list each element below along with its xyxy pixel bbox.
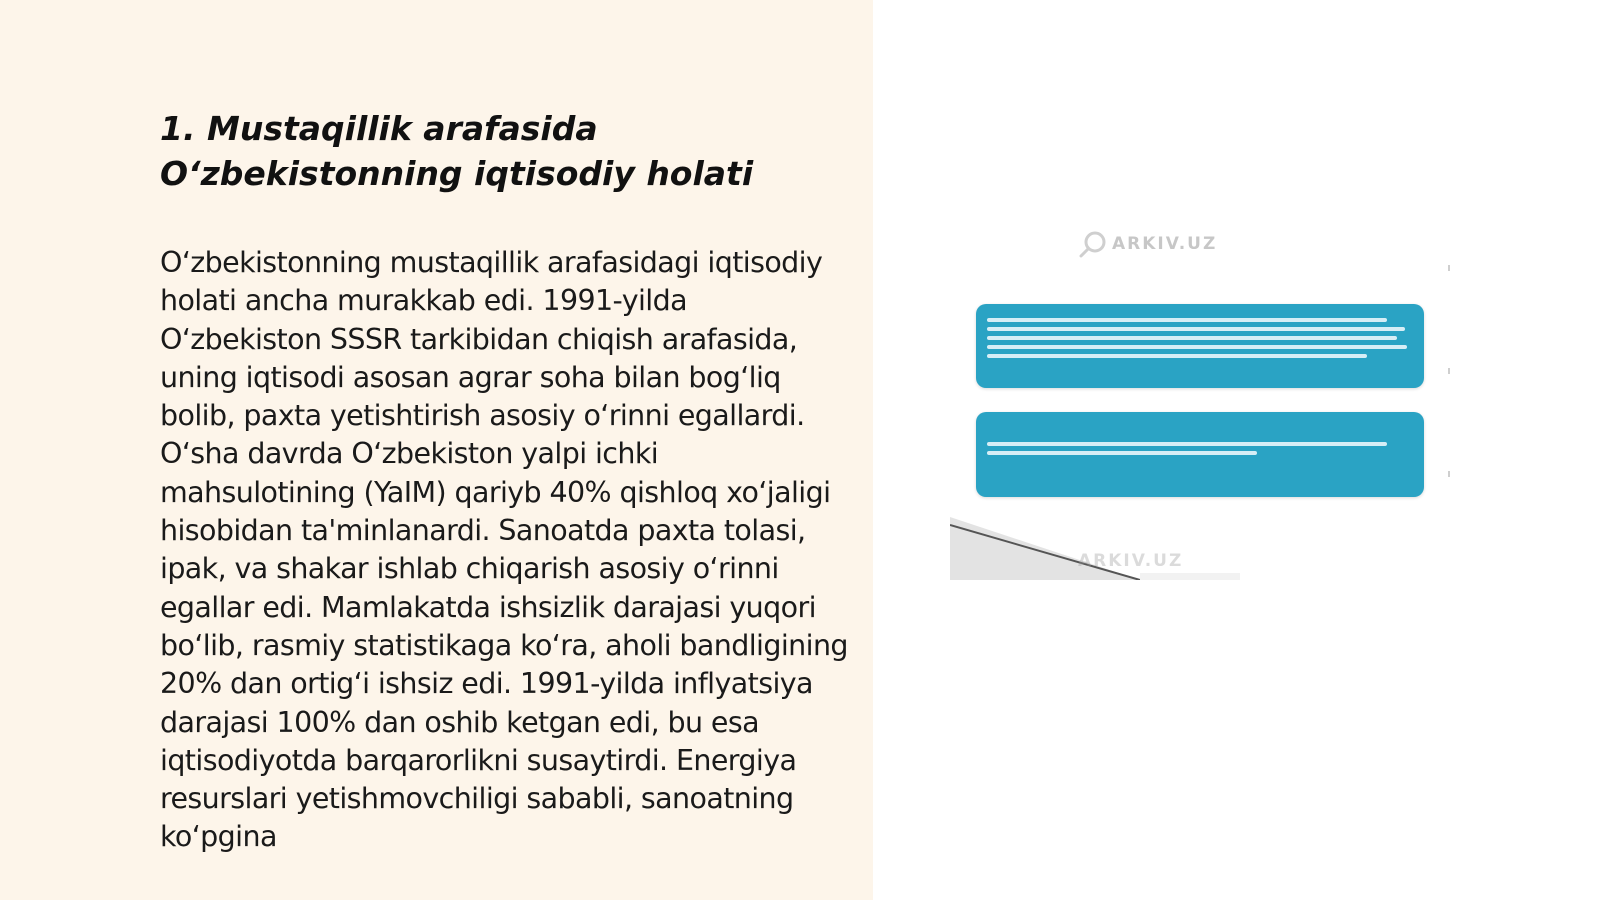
watermark-text-bottom: ARKIV.UZ <box>1078 551 1184 571</box>
embedded-image <box>950 225 1450 580</box>
decorative-dot <box>1448 368 1450 374</box>
info-box <box>976 412 1424 497</box>
decorative-dot <box>1448 265 1450 271</box>
decorative-dot <box>1448 471 1450 477</box>
magnifier-icon <box>1078 229 1108 259</box>
slide-body-text: O‘zbekistonning mustaqillik arafasidagi iqtisodiy holati ancha murakkab edi. 1991-yilda O‘zbekiston SSSR tarkibidan chiqish arafasida, uning iqtisodi asosan agrar soha bilan bog‘liq bolib, paxta yetishtirish asosiy o‘rinni egallardi. O‘sha davrda O‘zbekiston yalpi ichki mahsulotining (YaIM) qariyb 40% qishloq xo‘jaligi hisobidan ta'minlanardi. Sanoatda paxta tolasi, ipak, va shakar ishlab chiqarish asosiy o‘rinni egallar edi. Mamlakatda ishsizlik darajasi yuqori bo‘lib, rasmiy statistikaga ko‘ra, aholi bandligining 20% dan ortig‘i ishsiz edi. 1991-yilda inflyatsiya darajasi 100% dan oshib ketgan edi, bu esa iqtisodiyotda barqarorlikni susaytirdi. Energiya resurslari yetishmovchiligi sababli, sanoatning ko‘pgina <box>160 246 848 854</box>
blurred-text-lines <box>987 318 1407 374</box>
watermark-logo-bottom <box>1078 551 1183 571</box>
watermark-logo <box>1078 229 1217 259</box>
slide-heading: 1. Mustaqillik arafasida O‘zbekistonning iqtisodiy holati <box>160 109 754 193</box>
blurred-text-lines <box>987 442 1407 462</box>
info-box <box>976 304 1424 388</box>
watermark-text: ARKIV.UZ <box>1112 234 1218 254</box>
